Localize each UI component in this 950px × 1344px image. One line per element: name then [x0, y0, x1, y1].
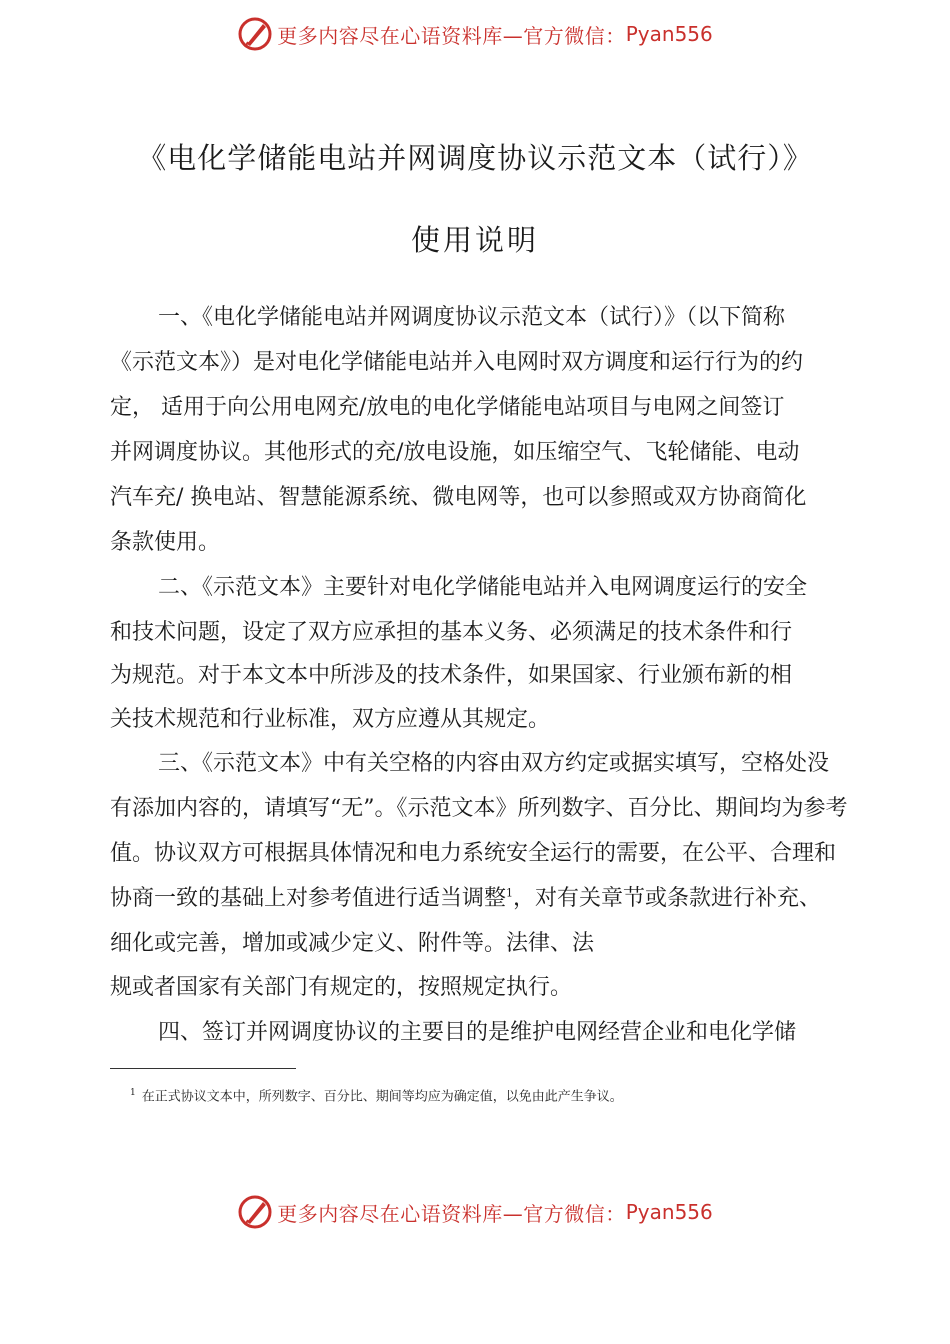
body-line: 《示范文本》）是对电化学储能电站并入电网时双方调度和运行行为的约: [110, 350, 804, 375]
body-line: 汽车充/ 换电站、智慧能源系统、微电网等，也可以参照或双方协商简化: [110, 485, 807, 510]
banner-wechat-id: Pyan556: [625, 1200, 713, 1224]
body-line: 关技术规范和行业标准，双方应遵从其规定。: [110, 707, 551, 732]
body-line: 二、《示范文本》主要针对电化学储能电站并入电网调度运行的安全: [158, 575, 808, 600]
banner-text: 更多内容尽在心语资料库—官方微信：: [277, 23, 626, 48]
footnote-text: 在正式协议文本中，所列数字、百分比、期间等均应为确定值，以免由此产生争议。: [141, 1089, 623, 1105]
body-line-text: 协商一致的基础上对参考值进行适当调整: [110, 886, 507, 911]
body-line: 细化或完善，增加或减少定义、附件等。法律、法: [110, 931, 595, 956]
footnote-ref: 1: [506, 886, 514, 900]
body-line: 有添加内容的，请填写“无”。《示范文本》所列数字、百分比、期间均为参考: [110, 796, 848, 821]
document-title: 《电化学储能电站并网调度协议示范文本（试行）》: [137, 141, 813, 175]
document-subtitle: 使用说明: [410, 223, 539, 257]
body-line: 定， 适用于向公用电网充/放电的电化学储能电站项目与电网之间签订: [110, 395, 785, 420]
banner-wechat-id: Pyan556: [625, 22, 713, 46]
body-line: 为规范。对于本文本中所涉及的技术条件，如果国家、行业颁布新的相: [110, 663, 793, 688]
header-banner: [0, 14, 950, 54]
footnote: [130, 1084, 623, 1106]
body-line: 和技术问题，设定了双方应承担的基本义务、必须满足的技术条件和行: [110, 620, 793, 645]
body-line-text: ，对有关章节或条款进行补充、: [513, 886, 822, 911]
footnote-mark: 1: [130, 1088, 136, 1098]
footnote-divider: [110, 1068, 296, 1069]
body-line: 规或者国家有关部门有规定的，按照规定执行。: [110, 975, 573, 1000]
body-line: 一、《电化学储能电站并网调度协议示范文本（试行）》（以下简称: [158, 305, 786, 330]
body-line: 值。协议双方可根据具体情况和电力系统安全运行的需要，在公平、合理和: [110, 841, 837, 866]
banner-text: 更多内容尽在心语资料库—官方微信：: [277, 1201, 626, 1226]
quill-pen-logo-icon: [237, 1194, 273, 1230]
body-line: 三、《示范文本》中有关空格的内容由双方约定或据实填写，空格处没: [158, 751, 830, 776]
body-line: 四、签订并网调度协议的主要目的是维护电网经营企业和电化学储: [158, 1020, 797, 1045]
body-line: 条款使用。: [110, 530, 221, 555]
quill-pen-logo-icon: [237, 16, 273, 52]
body-line: 并网调度协议。其他形式的充/放电设施，如压缩空气、飞轮储能、电动: [110, 440, 800, 465]
footer-banner: [0, 1192, 950, 1232]
body-line: [110, 884, 821, 914]
